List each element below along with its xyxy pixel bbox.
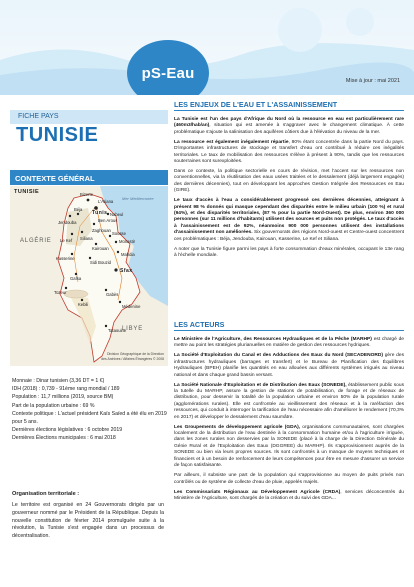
map-city: Bizerte [80,192,94,197]
map-city: Mahdia [121,252,135,257]
map-country-libye: LIBYE [122,326,144,332]
map-credit-1: Division Géographique de la Direction [107,352,164,356]
map-country-algerie: ALGÉRIE [20,238,52,244]
paragraph: Le taux d'accès à l'eau a considérablement progressé ces dernières décennies, atteignant à présent 98 % donnés qui masque cependant des disparités entre le milieu urbain (100 %) et rural (94%), et des disparités territoriales, (87 % pour la partie Nord-Ouest). De plus, environ 360 000 personnes (sur 11 millions d'habitants) utilisent des sources et puits non protégés. Le taux d'accès à l'assainissement est de 92%, néanmoins 900 000 personnes utilisent des installations d'assainissement non améliorées. Six gouvernorats des régions Nord-ouest et Centre-ouest concentrent ces problématiques : Béja, Jendouba, Kairouan, Kasserine, Le Kef et Siliana. [174,198,404,242]
header-band [0,0,414,95]
map-city-capital: Tunis [92,210,108,216]
map-city: Siliana [80,236,93,241]
contexte-general-header: CONTEXTE GÉNÉRAL [10,170,168,185]
section-enjeux-body [174,117,404,263]
logo-text: pS-Eau [141,64,195,82]
map-title: TUNISIE [14,189,40,195]
update-date: Mise à jour : mai 2021 [345,78,400,84]
map-city: Sfax [120,268,133,274]
paragraph: La Société Nationale d'Exploitation et de Distribution des Eaux (SONEDE), établissement public sous la tutelle du MARHP, assure la gestion de stations de potabilisation, de forage et de réseaux de distribution, pour desservir la totalité de la population urbaine et environ 50% de la population rurale (agglomérations rurales). Elle est confrontée au vieillissement des réseaux et à la raréfaction des ressources, qui conduit à interroger la tarification de l'eau nécessaire afin d'améliorer le rendement (70,3% en 2017) et développer le dessalement d'eau saumâtre. [174,382,404,420]
map-city: Kairouan [92,246,109,251]
fact-population: Population : 11,7 millions (2019, source BM) [12,394,114,401]
map-city: Béja [74,207,83,212]
paragraph: La ressource est également inégalement répartie, 80% étant concentrée dans la partie Nord du pays. D'importantes infrastructures de stockage et transfert d'eau ont contribué à réduire ces inégalités territoriales. Le taux de mobilisation des ressources s'élève à présent à 90%, tandis que les ressources souterraines sont surexploitées. [174,139,404,165]
map-city: Le Kef [60,238,73,243]
map-city: Nabeul [110,212,124,217]
map-sea-label: Mer Méditerranée [122,196,154,201]
paragraph: Dans ce contexte, la politique sectorielle en cours de révision, met l'accent sur les ressources non conventionnelles, via la réutilisation des eaux usées traitées et le dessalement (déjà largement engagés) des dernières décennies), tout en développant les approches Gestion Intégrée des Ressources en Eau (GIRE). [174,169,404,194]
paragraph: La Tunisie est l'un des pays d'Afrique du Nord où la ressource en eau est particulièrement rare (460m3/hab/an), situation qui est amenée à s'aggraver avec le changement climatique. À cette problématique s'ajoute la salinisation des aquifères côtiers due à l'élévation du niveau de la mer. [174,117,404,135]
map-credit-2: des Archives / Affaires Étrangères © 2008 [101,357,164,361]
map-graphic [10,186,168,366]
section-enjeux-title: LES ENJEUX DE L'EAU ET L'ASSAINISSEMENT [174,98,404,111]
map-city: L'Ariana [98,199,114,204]
country-title: TUNISIE [16,124,99,146]
fact-politics: Contexte politique : L'actuel président Kaïs Saïed a été élu en 2019 pour 5 ans. [12,410,167,425]
map-city: Ben Arous [98,218,118,223]
map-city: Gafsa [70,276,82,281]
map-city: Tozeur [54,290,67,295]
map-city: Sidi Bouzid [90,260,111,265]
tunisia-map [10,186,168,366]
paragraph: Par ailleurs, il subsiste une part de la population qui s'approvisionne au moyen de puits privés non contrôlés ou de système de collecte d'eau de pluie, appelés majels. [174,473,404,485]
map-city: Monastir [119,239,136,244]
map-city: Jendouba [58,220,77,225]
organisation-title: Organisation territoriale : [12,491,80,497]
section-acteurs-body [174,337,404,506]
paragraph: Les Groupements de développement agricole (GDA), organisations communautaires, sont chargées localement de la distribution de l'eau destinée à la consommation humaine et/ou à l'agriculture irriguée, dans les zones rurales non desservies par la SONEDE (placé à la charge de la Direction Générale du Génie Rural et de l'Exploitation des Eaux (DGGREE) du MARHP). Ils s'approvisionnent auprès de la SONEDE ou bien via leurs propres sources. Ils sont confrontés à un manque de moyens techniques et financiers et à un besoin de renforcement de leurs compétences pour être en mesure d'assurer un service de façon satisfaisante. [174,424,404,469]
fact-urban: Part de la population urbaine : 69 % [12,402,95,409]
map-city: Gabès [106,292,119,297]
fact-municipal: Dernières Élections municipales : 6 mai 2018 [12,434,116,441]
map-city: Zaghouan [92,228,111,233]
fact-idh: IDH (2018) : 0,739 - 91ème rang mondial / 189 [12,386,120,393]
map-city: Tataouine [108,328,127,333]
map-city: Kebili [78,302,89,307]
paragraph: Les Commissariats Régionaux au Développement Agricole (CRDA), services déconcentrés du Ministère de l'Agriculture, sont chargés de la création et du suivi des GDA... [174,489,404,501]
fact-currency: Monnaie : Dinar tunisien (3,36 DT = 1 €) [12,378,105,384]
map-city: Sousse [112,231,126,236]
fact-legislative: Dernières élections législatives : 6 octobre 2019 [12,426,123,433]
organisation-text: Le territoire est organisé en 24 Gouvernorats dirigés par un gouverneur nommé par le Président de la République. Depuis la nouvelle constitution de février 2014 promulguée suite à la révolution, la Tunisie s'est engagée dans un processus de décentralisation. [12,502,164,540]
map-city: Médenine [122,304,141,309]
paragraph: La Société d'Exploitation du Canal et des Adductions des Eaux du Nord (SECADENORD) gère des infrastructures hydrauliques (barrages et transfert) et le Bureau de Planification des Équilibres Hydrauliques (BPEH) planifie les quantités en eau allouées aux différents systèmes irrigués au niveau national et dans chaque grand bassin versant. [174,353,404,378]
paragraph: Le Ministère de l'Agriculture, des Ressources Hydrauliques et de la Pêche (MARHP) est chargé de mettre au point les stratégies plurianuelles en matière de gestion des ressources hydriques. [174,337,404,349]
map-city: Kasserine [56,256,75,261]
key-facts [12,378,168,443]
paragraph: A noter que la Tunisie figure parmi les pays à forte consommation d'eaux minérales, occupant le 13e rang à l'échelle mondiale. [174,246,404,259]
section-acteurs-title: LES ACTEURS [174,318,404,331]
fiche-pays-label: FICHE PAYS [10,110,168,124]
